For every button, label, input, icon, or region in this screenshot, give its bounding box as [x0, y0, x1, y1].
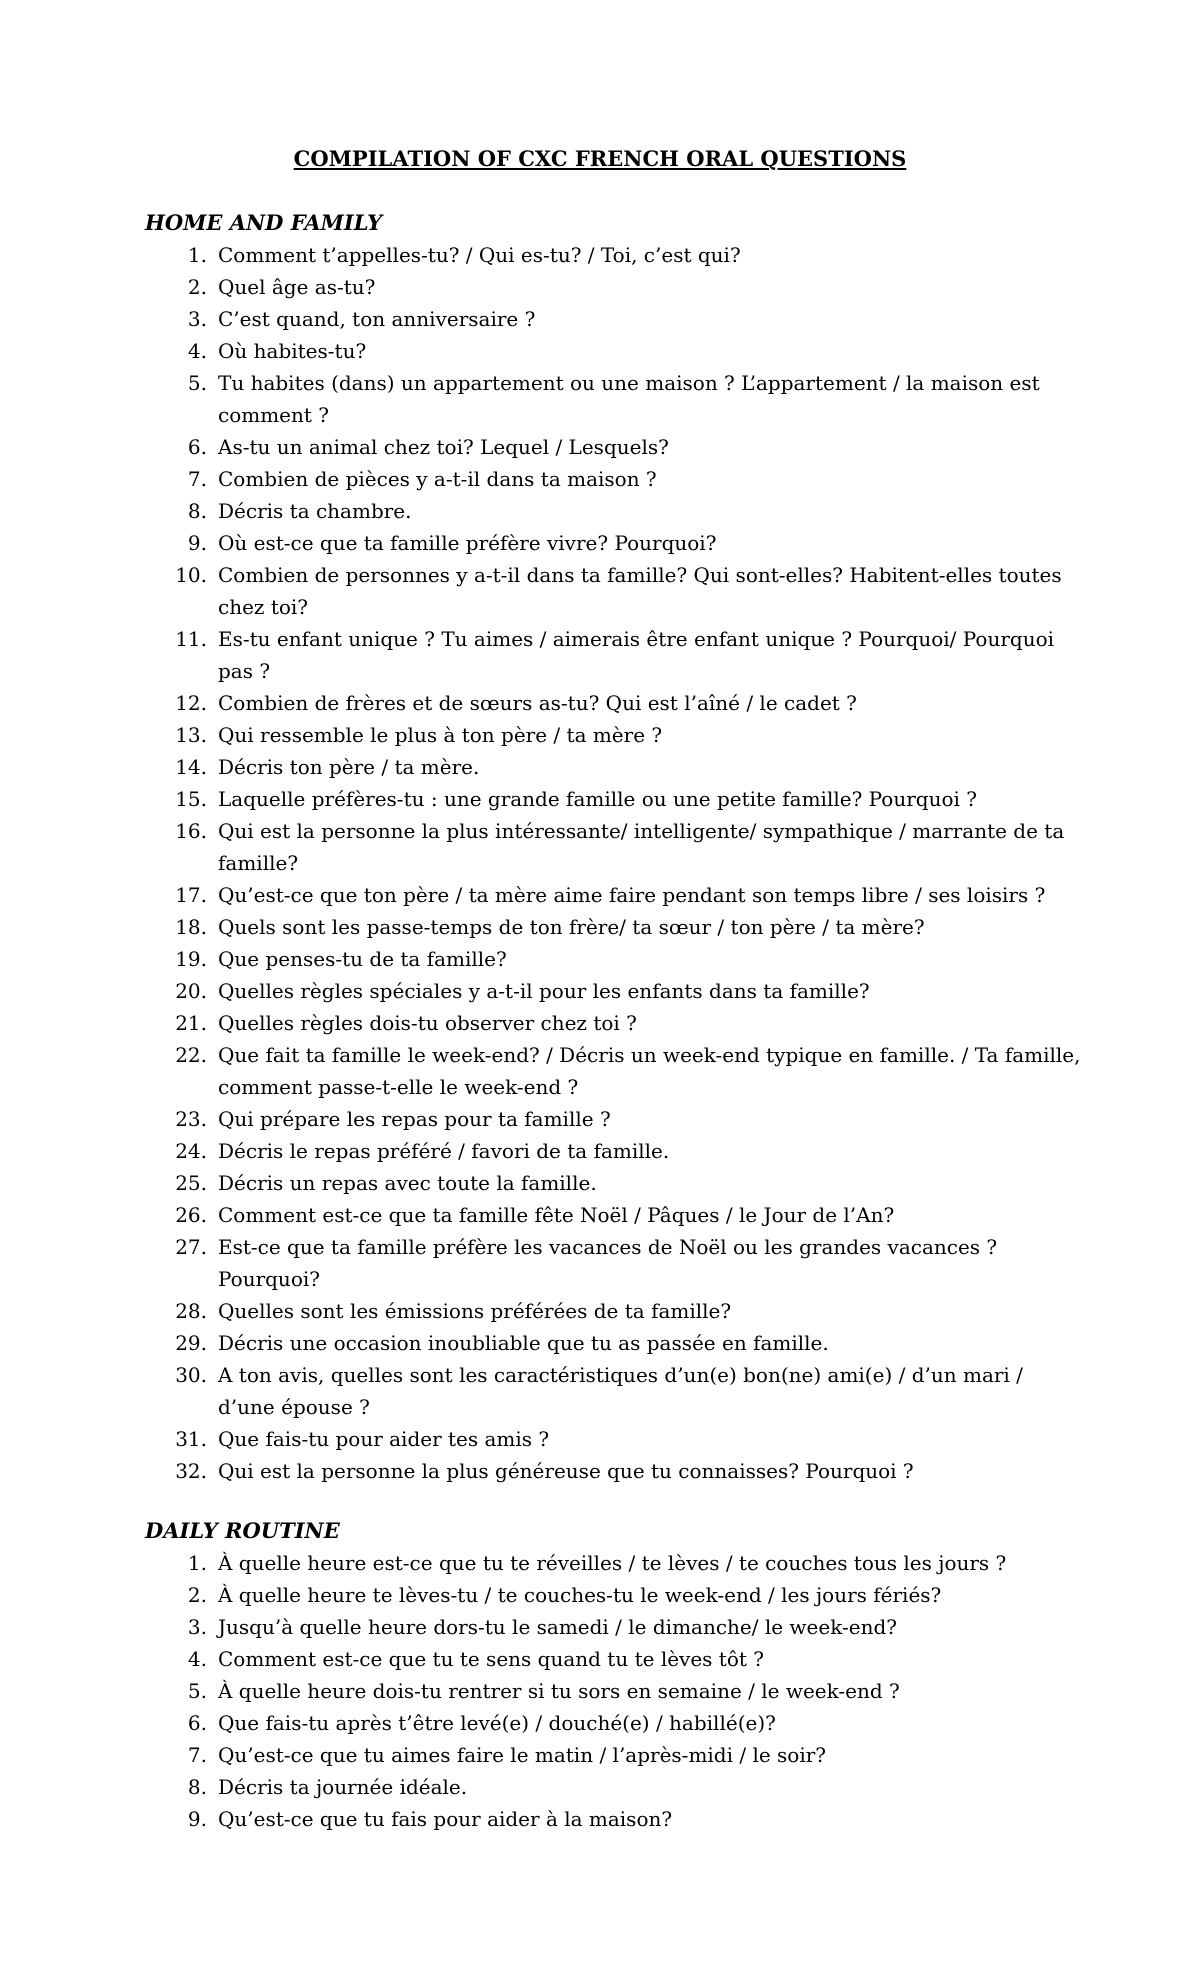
question-text: Comment est-ce que tu te sens quand tu te lèves tôt ?: [218, 1647, 764, 1671]
question-item: [145, 687, 1085, 719]
question-number: 6.: [187, 1711, 207, 1735]
section-home-and-family: [145, 207, 1085, 1487]
question-text: Jusqu’à quelle heure dors-tu le samedi / le dimanche/ le week-end?: [218, 1615, 897, 1639]
question-number: 18.: [175, 915, 207, 939]
question-item: [145, 1103, 1085, 1135]
question-text: Décris ta journée idéale.: [218, 1775, 468, 1799]
question-number: 22.: [175, 1043, 207, 1067]
question-item: [145, 431, 1085, 463]
question-item: [145, 1231, 1085, 1295]
question-number: 13.: [175, 723, 207, 747]
question-text: Quel âge as-tu?: [218, 275, 376, 299]
question-number: 27.: [175, 1235, 207, 1259]
question-item: [145, 1295, 1085, 1327]
question-number: 7.: [187, 1743, 207, 1767]
question-item: [145, 367, 1085, 431]
question-text: C’est quand, ton anniversaire ?: [218, 307, 536, 331]
question-item: [145, 1039, 1085, 1103]
question-item: [145, 1579, 1085, 1611]
question-item: [145, 719, 1085, 751]
question-item: [145, 975, 1085, 1007]
question-number: 5.: [187, 371, 207, 395]
question-item: [145, 911, 1085, 943]
question-number: 2.: [187, 275, 207, 299]
question-number: 25.: [175, 1171, 207, 1195]
question-number: 4.: [187, 1647, 207, 1671]
question-text: Où est-ce que ta famille préfère vivre? Pourquoi?: [218, 531, 717, 555]
question-item: [145, 623, 1085, 687]
question-number: 26.: [175, 1203, 207, 1227]
question-item: [145, 1611, 1085, 1643]
question-item: [145, 1771, 1085, 1803]
question-item: [145, 303, 1085, 335]
question-item: [145, 239, 1085, 271]
question-item: [145, 1675, 1085, 1707]
question-number: 1.: [187, 243, 207, 267]
question-list: [145, 239, 1085, 1487]
question-text: À quelle heure te lèves-tu / te couches-tu le week-end / les jours fériés?: [218, 1583, 942, 1607]
question-text: Décris ton père / ta mère.: [218, 755, 480, 779]
question-text: Es-tu enfant unique ? Tu aimes / aimerais être enfant unique ? Pourquoi/ Pourquoi pas ?: [218, 627, 1055, 683]
question-number: 19.: [175, 947, 207, 971]
question-number: 24.: [175, 1139, 207, 1163]
question-item: [145, 1007, 1085, 1039]
section-heading: DAILY ROUTINE: [145, 1518, 340, 1543]
section-daily-routine: [145, 1515, 1085, 1835]
question-item: [145, 559, 1085, 623]
question-text: Qui est la personne la plus intéressante/ intelligente/ sympathique / marrante de ta famille?: [218, 819, 1065, 875]
question-number: 28.: [175, 1299, 207, 1323]
question-item: [145, 1199, 1085, 1231]
question-number: 8.: [187, 499, 207, 523]
question-number: 10.: [175, 563, 207, 587]
question-text: Quels sont les passe-temps de ton frère/ ta sœur / ton père / ta mère?: [218, 915, 925, 939]
question-number: 3.: [187, 1615, 207, 1639]
question-text: Qu’est-ce que tu fais pour aider à la maison?: [218, 1807, 673, 1831]
question-text: Qui ressemble le plus à ton père / ta mère ?: [218, 723, 663, 747]
question-text: Décris un repas avec toute la famille.: [218, 1171, 597, 1195]
question-number: 16.: [175, 819, 207, 843]
question-text: Où habites-tu?: [218, 339, 367, 363]
question-text: À quelle heure dois-tu rentrer si tu sors en semaine / le week-end ?: [218, 1679, 900, 1703]
question-text: Que penses-tu de ta famille?: [218, 947, 507, 971]
question-number: 17.: [175, 883, 207, 907]
question-item: [145, 1739, 1085, 1771]
question-number: 8.: [187, 1775, 207, 1799]
question-number: 5.: [187, 1679, 207, 1703]
question-text: Combien de pièces y a-t-il dans ta maison ?: [218, 467, 657, 491]
question-number: 4.: [187, 339, 207, 363]
question-number: 23.: [175, 1107, 207, 1131]
question-number: 20.: [175, 979, 207, 1003]
question-item: [145, 463, 1085, 495]
question-text: Quelles sont les émissions préférées de ta famille?: [218, 1299, 732, 1323]
question-number: 1.: [187, 1551, 207, 1575]
question-number: 30.: [175, 1363, 207, 1387]
question-text: Qui est la personne la plus généreuse que tu connaisses? Pourquoi ?: [218, 1459, 914, 1483]
question-item: [145, 1359, 1085, 1423]
question-text: Qui prépare les repas pour ta famille ?: [218, 1107, 611, 1131]
question-item: [145, 943, 1085, 975]
question-text: Que fais-tu pour aider tes amis ?: [218, 1427, 550, 1451]
question-text: Tu habites (dans) un appartement ou une maison ? L’appartement / la maison est comment ?: [218, 371, 1040, 427]
question-text: As-tu un animal chez toi? Lequel / Lesquels?: [218, 435, 669, 459]
question-text: Comment t’appelles-tu? / Qui es-tu? / Toi, c’est qui?: [218, 243, 741, 267]
question-text: Qu’est-ce que tu aimes faire le matin / l’après-midi / le soir?: [218, 1743, 827, 1767]
question-number: 29.: [175, 1331, 207, 1355]
question-item: [145, 1423, 1085, 1455]
question-text: Laquelle préfères-tu : une grande famille ou une petite famille? Pourquoi ?: [218, 787, 977, 811]
question-number: 7.: [187, 467, 207, 491]
question-item: [145, 1327, 1085, 1359]
question-text: Est-ce que ta famille préfère les vacances de Noël ou les grandes vacances ? Pourquoi?: [218, 1235, 998, 1291]
question-number: 11.: [175, 627, 207, 651]
question-list: [145, 1547, 1085, 1835]
question-text: À quelle heure est-ce que tu te réveilles / te lèves / te couches tous les jours ?: [218, 1551, 1007, 1575]
question-text: Décris ta chambre.: [218, 499, 412, 523]
question-item: [145, 1167, 1085, 1199]
question-item: [145, 815, 1085, 879]
question-item: [145, 1547, 1085, 1579]
question-item: [145, 879, 1085, 911]
question-number: 31.: [175, 1427, 207, 1451]
question-item: [145, 527, 1085, 559]
question-item: [145, 271, 1085, 303]
question-item: [145, 1455, 1085, 1487]
question-text: Quelles règles spéciales y a-t-il pour les enfants dans ta famille?: [218, 979, 870, 1003]
question-text: Quelles règles dois-tu observer chez toi ?: [218, 1011, 637, 1035]
document-title: COMPILATION OF CXC FRENCH ORAL QUESTIONS: [293, 146, 907, 171]
question-text: Décris une occasion inoubliable que tu as passée en famille.: [218, 1331, 829, 1355]
question-number: 14.: [175, 755, 207, 779]
question-item: [145, 751, 1085, 783]
question-item: [145, 495, 1085, 527]
question-number: 32.: [175, 1459, 207, 1483]
question-item: [145, 1803, 1085, 1835]
question-text: Que fais-tu après t’être levé(e) / douché(e) / habillé(e)?: [218, 1711, 776, 1735]
question-number: 9.: [187, 531, 207, 555]
question-number: 3.: [187, 307, 207, 331]
question-text: Combien de personnes y a-t-il dans ta famille? Qui sont-elles? Habitent-elles toutes chez toi?: [218, 563, 1062, 619]
question-text: Que fait ta famille le week-end? / Décris un week-end typique en famille. / Ta famille, comment passe-t-elle le week-end ?: [218, 1043, 1081, 1099]
section-heading: HOME AND FAMILY: [145, 210, 383, 235]
question-number: 9.: [187, 1807, 207, 1831]
question-item: [145, 783, 1085, 815]
question-number: 12.: [175, 691, 207, 715]
question-item: [145, 335, 1085, 367]
question-item: [145, 1643, 1085, 1675]
question-number: 2.: [187, 1583, 207, 1607]
question-item: [145, 1135, 1085, 1167]
question-text: Combien de frères et de sœurs as-tu? Qui est l’aîné / le cadet ?: [218, 691, 857, 715]
question-text: Comment est-ce que ta famille fête Noël / Pâques / le Jour de l’An?: [218, 1203, 895, 1227]
question-text: Qu’est-ce que ton père / ta mère aime faire pendant son temps libre / ses loisirs ?: [218, 883, 1046, 907]
question-number: 21.: [175, 1011, 207, 1035]
question-number: 6.: [187, 435, 207, 459]
question-text: Décris le repas préféré / favori de ta famille.: [218, 1139, 670, 1163]
question-item: [145, 1707, 1085, 1739]
question-number: 15.: [175, 787, 207, 811]
question-text: A ton avis, quelles sont les caractéristiques d’un(e) bon(ne) ami(e) / d’un mari / d’une épouse ?: [218, 1363, 1023, 1419]
